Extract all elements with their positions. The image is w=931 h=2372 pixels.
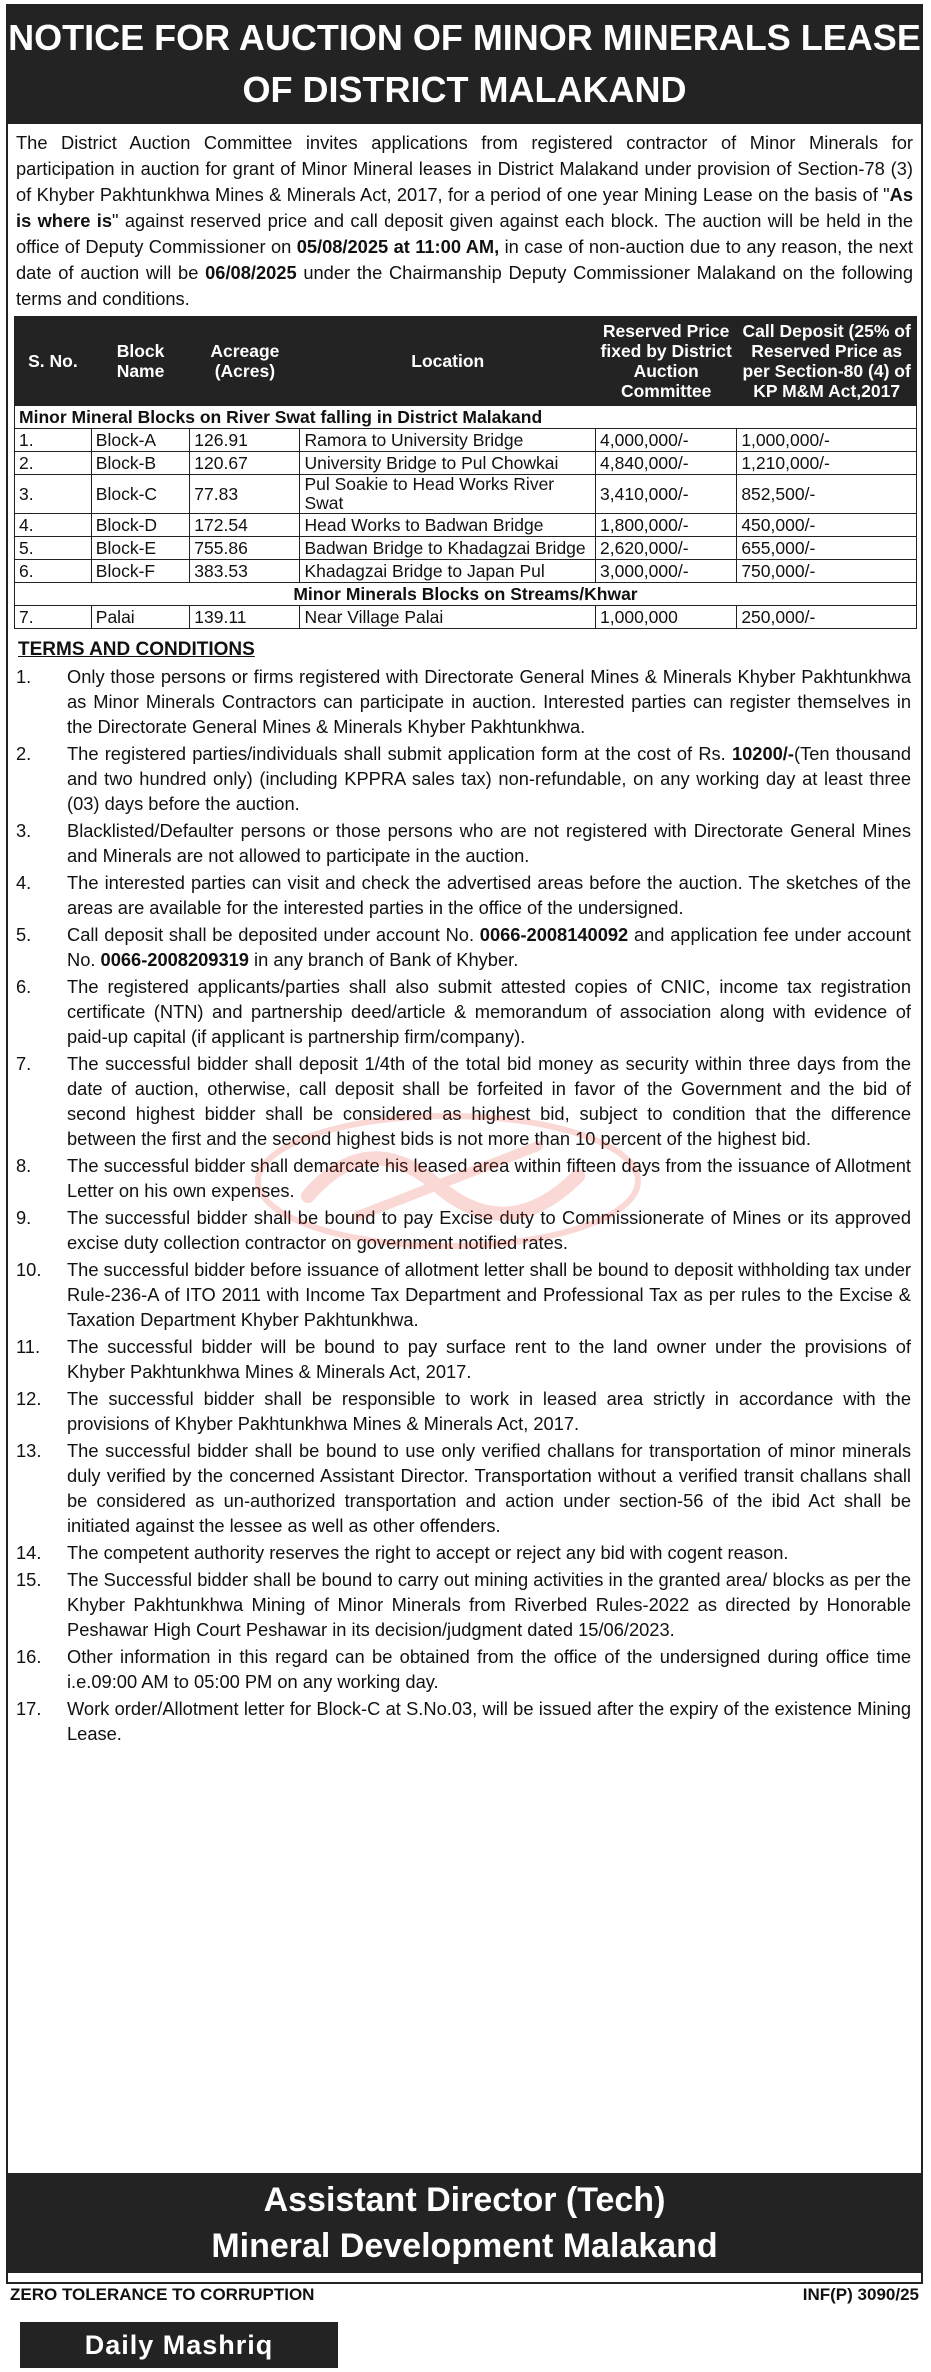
intro-text-1: The District Auction Committee invites applications from registered contractor of Minor Minerals for participation in auction for grant of Minor Mineral leases in District Malakand under provision of Section-78 (3) of Khyber Pakhtunkhwa Mines & Minerals Act, 2017, for a period of one year Mining Lease on the basis of " xyxy=(16,132,913,205)
cell-sno: 6. xyxy=(15,560,92,583)
cell-block: Palai xyxy=(91,606,190,629)
term-item xyxy=(16,1567,911,1642)
term-text: Blacklisted/Defaulter persons or those persons who are not registered with Directorate General Mines and Minerals are not allowed to participate in the auction. xyxy=(67,820,911,866)
cell-deposit: 1,000,000/- xyxy=(737,429,917,452)
term-text: The successful bidder before issuance of allotment letter shall be bound to deposit withholding tax under Rule-236-A of ITO 2011 with Income Tax Department and Professional Tax as per rules to the Excise & Taxation Department Khyber Pakhtunkhwa. xyxy=(67,1259,911,1330)
cell-sno: 1. xyxy=(15,429,92,452)
terms-title: TERMS AND CONDITIONS xyxy=(18,639,255,660)
cell-acreage: 383.53 xyxy=(190,560,300,583)
cell-location: University Bridge to Pul Chowkai xyxy=(300,452,596,475)
term-text: The interested parties can visit and check the advertised areas before the auction. The sketches of the areas are available for the interested parties in the office of the undersigned. xyxy=(67,872,911,918)
cell-block: Block-E xyxy=(91,537,190,560)
term-item xyxy=(16,1334,911,1384)
blocks-table xyxy=(14,316,917,629)
cell-reserved: 1,800,000/- xyxy=(596,514,737,537)
term-item xyxy=(16,1153,911,1203)
cell-reserved: 3,410,000/- xyxy=(596,475,737,514)
table-header-row xyxy=(15,317,917,406)
term-text: The successful bidder shall be bound to use only verified challans for transportation of minor minerals duly verified by the concerned Assistant Director. Transportation without a verified transit challans shall be considered as un-authorized transportation and action under section-56 of the ibid Act shall be initiated against the lessee as well as other offenders. xyxy=(67,1440,911,1536)
term-item xyxy=(16,870,911,920)
term-item xyxy=(16,1540,911,1565)
section-streams: Minor Minerals Blocks on Streams/Khwar xyxy=(15,583,917,606)
term-item xyxy=(16,1051,911,1151)
term-bold-text: 0066-2008209319 xyxy=(100,949,249,970)
title-line-1: NOTICE FOR AUCTION OF MINOR MINERALS LEASE xyxy=(8,17,921,58)
term-number: 2. xyxy=(16,743,32,764)
header-sno: S. No. xyxy=(15,317,92,406)
signatory-title: Assistant Director (Tech) xyxy=(263,2181,666,2219)
term-text: The successful bidder shall deposit 1/4th of the total bid money as security within three days from the date of auction, otherwise, call deposit shall be forfeited in favor of the Government and the bid of second highest bidder shall be considered as highest bid, subject to condition that the difference between the first and the second highest bids is not more than 10 percent of the highest bid. xyxy=(67,1053,911,1149)
cell-acreage: 77.83 xyxy=(190,475,300,514)
header-block: Block Name xyxy=(91,317,190,406)
newspaper-name: Daily Mashriq xyxy=(20,2322,338,2368)
cell-sno: 7. xyxy=(15,606,92,629)
cell-block: Block-A xyxy=(91,429,190,452)
term-number: 10. xyxy=(16,1259,42,1280)
intro-bold-1: As is where is xyxy=(16,184,913,231)
cell-sno: 5. xyxy=(15,537,92,560)
term-item xyxy=(16,1205,911,1255)
term-item xyxy=(16,922,911,972)
cell-acreage: 139.11 xyxy=(190,606,300,629)
term-text: The competent authority reserves the right to accept or reject any bid with cogent reason. xyxy=(67,1542,789,1563)
cell-reserved: 2,620,000/- xyxy=(596,537,737,560)
term-text: The successful bidder shall be responsible to work in leased area strictly in accordance with the provisions of Khyber Pakhtunkhwa Mines & Minerals Act, 2017. xyxy=(67,1388,911,1434)
term-number: 6. xyxy=(16,976,32,997)
term-text-part: (Ten thousand and two hundred only) (including KPPRA sales tax) non-refundable, on any working day at least three (03) days before the auction. xyxy=(67,743,911,814)
term-number: 12. xyxy=(16,1388,42,1409)
cell-deposit: 655,000/- xyxy=(737,537,917,560)
term-number: 16. xyxy=(16,1646,42,1667)
term-text-part: Call deposit shall be deposited under account No. xyxy=(67,924,480,945)
cell-deposit: 750,000/- xyxy=(737,560,917,583)
section-river-swat: Minor Mineral Blocks on River Swat falling in District Malakand xyxy=(15,406,917,429)
term-number: 3. xyxy=(16,820,32,841)
cell-block: Block-B xyxy=(91,452,190,475)
header-location: Location xyxy=(300,317,596,406)
cell-block: Block-D xyxy=(91,514,190,537)
term-text: The successful bidder shall be bound to pay Excise duty to Commissionerate of Mines or its approved excise duty collection contractor on government notified rates. xyxy=(67,1207,911,1253)
table-row xyxy=(15,560,917,583)
cell-sno: 3. xyxy=(15,475,92,514)
cell-reserved: 1,000,000 xyxy=(596,606,737,629)
second-auction-date: 06/08/2025 xyxy=(205,262,297,283)
cell-deposit: 450,000/- xyxy=(737,514,917,537)
term-bold-text: 0066-2008140092 xyxy=(479,924,629,945)
cell-location: Near Village Palai xyxy=(300,606,596,629)
intro-text-3: in case of non-auction due to any reason, the next date of auction will be xyxy=(16,236,913,283)
term-number: 5. xyxy=(16,924,32,945)
cell-block: Block-C xyxy=(91,475,190,514)
inf-reference: INF(P) 3090/25 xyxy=(802,2285,919,2304)
term-text xyxy=(67,922,911,972)
header-deposit: Call Deposit (25% of Reserved Price as per Section-80 (4) of KP M&M Act,2017 xyxy=(737,317,917,406)
intro-text-2: " against reserved price and call deposit given against each block. The auction will be held in the office of Deputy Commissioner on xyxy=(16,210,913,257)
term-number: 13. xyxy=(16,1440,42,1461)
term-number: 11. xyxy=(16,1336,41,1357)
term-number: 9. xyxy=(16,1207,32,1228)
term-number: 17. xyxy=(16,1698,42,1719)
cell-deposit: 852,500/- xyxy=(737,475,917,514)
term-text: The successful bidder shall demarcate his leased area within fifteen days from the issuance of Allotment Letter on his own expenses. xyxy=(67,1155,911,1201)
term-number: 1. xyxy=(16,666,32,687)
term-text-part: The registered parties/individuals shall submit application form at the cost of Rs. xyxy=(67,743,732,764)
term-item xyxy=(16,664,911,739)
term-text-part: in any branch of Bank of Khyber. xyxy=(248,949,519,970)
cell-acreage: 172.54 xyxy=(190,514,300,537)
slogan: ZERO TOLERANCE TO CORRUPTION xyxy=(10,2285,315,2304)
table-row xyxy=(15,475,917,514)
section-row xyxy=(15,406,917,429)
cell-acreage: 126.91 xyxy=(190,429,300,452)
term-text: Work order/Allotment letter for Block-C at S.No.03, will be issued after the expiry of the existence Mining Lease. xyxy=(67,1698,911,1744)
term-text-part: and application fee under account No. xyxy=(67,924,911,970)
title-line-2: OF DISTRICT MALAKAND xyxy=(242,69,687,110)
term-item xyxy=(16,1696,911,1746)
term-number: 7. xyxy=(16,1053,32,1074)
term-item xyxy=(16,1386,911,1436)
cell-acreage: 120.67 xyxy=(190,452,300,475)
auction-date: 05/08/2025 at 11:00 AM, xyxy=(296,236,500,257)
term-bold-text: 10200/- xyxy=(731,743,794,764)
signatory-block xyxy=(8,2173,921,2273)
signatory-office: Mineral Development Malakand xyxy=(211,2227,718,2265)
term-text: The registered applicants/parties shall also submit attested copies of CNIC, income tax registration certificate (NTN) and partnership deed/article & memorandum of association along with evidence of paid-up capital (if applicant is partnership firm/company). xyxy=(67,976,911,1047)
term-text: Other information in this regard can be obtained from the office of the undersigned during office time i.e.09:00 AM to 05:00 PM on any working day. xyxy=(67,1646,911,1692)
term-item xyxy=(16,1257,911,1332)
cell-reserved: 4,000,000/- xyxy=(596,429,737,452)
cell-sno: 4. xyxy=(15,514,92,537)
intro-text-4: under the Chairmanship Deputy Commissioner Malakand on the following terms and conditions. xyxy=(16,262,913,309)
terms-list xyxy=(8,664,921,1746)
term-number: 15. xyxy=(16,1569,42,1590)
cell-location: Khadagzai Bridge to Japan Pul xyxy=(300,560,596,583)
cell-deposit: 250,000/- xyxy=(737,606,917,629)
cell-acreage: 755.86 xyxy=(190,537,300,560)
term-item xyxy=(16,818,911,868)
cell-deposit: 1,210,000/- xyxy=(737,452,917,475)
term-text xyxy=(67,741,911,816)
notice-header xyxy=(8,6,921,124)
term-item xyxy=(16,974,911,1049)
term-number: 14. xyxy=(16,1542,42,1563)
intro-paragraph xyxy=(8,124,921,312)
table-row xyxy=(15,429,917,452)
cell-block: Block-F xyxy=(91,560,190,583)
header-acreage: Acreage (Acres) xyxy=(190,317,300,406)
term-text: The successful bidder will be bound to pay surface rent to the land owner under the provisions of Khyber Pakhtunkhwa Mines & Minerals Act, 2017. xyxy=(67,1336,911,1382)
section-row xyxy=(15,583,917,606)
cell-location: Head Works to Badwan Bridge xyxy=(300,514,596,537)
cell-location: Pul Soakie to Head Works River Swat xyxy=(300,475,596,514)
term-item xyxy=(16,1438,911,1538)
cell-reserved: 4,840,000/- xyxy=(596,452,737,475)
table-row xyxy=(15,452,917,475)
cell-sno: 2. xyxy=(15,452,92,475)
table-row xyxy=(15,537,917,560)
term-text: The Successful bidder shall be bound to carry out mining activities in the granted area/ blocks as per the Khyber Pakhtunkhwa Mining of Minor Minerals from Riverbed Rules-2022 as directed by Honorable Peshawar High Court Peshawar in its decision/judgment dated 15/06/2023. xyxy=(67,1569,911,1640)
term-number: 8. xyxy=(16,1155,32,1176)
cell-location: Ramora to University Bridge xyxy=(300,429,596,452)
term-item xyxy=(16,741,911,816)
cell-reserved: 3,000,000/- xyxy=(596,560,737,583)
notice xyxy=(6,4,923,2284)
term-number: 4. xyxy=(16,872,32,893)
term-item xyxy=(16,1644,911,1694)
table-row xyxy=(15,514,917,537)
cell-location: Badwan Bridge to Khadagzai Bridge xyxy=(300,537,596,560)
table-row xyxy=(15,606,917,629)
header-reserved: Reserved Price fixed by District Auction Committee xyxy=(596,317,737,406)
term-text: Only those persons or firms registered with Directorate General Mines & Minerals Khyber Pakhtunkhwa as Minor Minerals Contractors can participate in auction. Interested parties can register themselves in the Directorate General Mines & Minerals Khyber Pakhtunkhwa. xyxy=(67,666,911,737)
